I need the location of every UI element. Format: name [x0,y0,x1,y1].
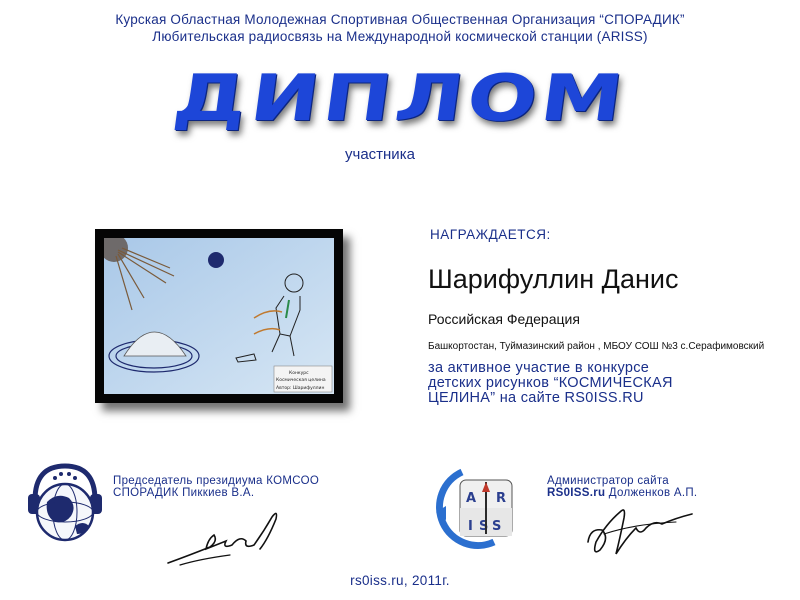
award-reason-line1: за активное участие в конкурсе [428,360,650,376]
right-signatory-person: Долженков А.П. [605,487,698,499]
recipient-country: Российская Федерация [428,311,580,327]
signature-left [160,505,300,570]
ariss-letter-s2: S [492,519,502,534]
right-signatory [547,475,697,499]
award-reason [428,361,758,406]
diploma-subtitle: участника [345,146,415,163]
award-reason-line3: ЦЕЛИНА” на сайте RS0ISS.RU [428,390,644,406]
awarded-label: НАГРАЖДАЕТСЯ: [430,227,551,242]
artwork-image [104,238,334,394]
recipient-location: Башкортостан, Туймазинский район , МБОУ СОШ №3 с.Серафимовский [428,341,765,352]
left-signatory [113,475,319,499]
org-name: Курская Областная Молодежная Спортивная Общественная Организация “СПОРАДИК” [115,12,685,27]
ariss-letter-s1: S [479,519,489,534]
recipient-name: Шарифуллин Данис [428,264,679,294]
site-name: RS0ISS.ru [547,487,606,499]
club-emblem-globe-icon [25,460,105,552]
left-signatory-title: Председатель президиума КОМСОО [113,475,320,487]
footer-site-year: rs0iss.ru, 2011г. [350,573,450,588]
ariss-logo-icon [432,462,524,550]
left-signatory-name: СПОРАДИК Пиккиев В.А. [113,487,255,499]
planet-shape [208,252,224,268]
award-reason-line2: детских рисунков “КОСМИЧЕСКАЯ [428,375,673,391]
org-subtitle: Любительская радиосвязь на Международной космической станции (ARISS) [152,29,648,44]
signature-right [580,498,710,568]
diploma-title: ДИПЛОМ [168,62,632,136]
artwork-caption-2: Космическая целина [276,378,326,383]
artwork-caption-1: Конкурс [289,371,309,376]
ariss-letter-i: I [468,519,473,534]
artwork-caption-3: Автор: Шарифуллин [276,386,325,391]
artwork-frame [95,229,343,403]
right-signatory-title: Администратор сайта [547,475,669,487]
ariss-letter-r: R [496,491,507,506]
ariss-letter-a: A [466,491,477,506]
